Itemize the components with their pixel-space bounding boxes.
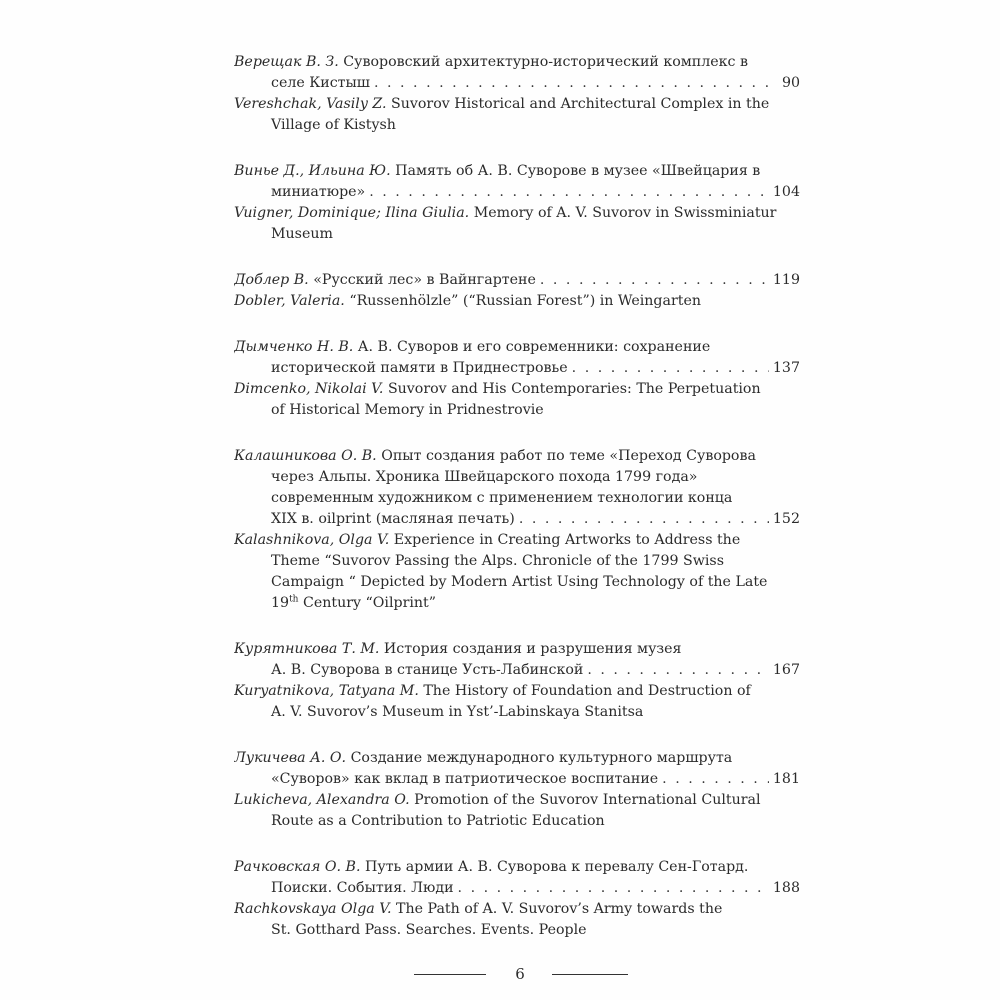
ru-line-2 (234, 467, 800, 488)
ru-author: Рачковская О. В. (234, 859, 361, 875)
table-of-contents (234, 52, 800, 941)
ru-title: А. В. Суворов и его современники: сохранение (357, 339, 711, 355)
en-line-1 (234, 899, 800, 920)
en-title: Memory of A. V. Suvorov in Swissminiatur (473, 205, 777, 221)
ru-line-1 (234, 857, 800, 878)
en-title: The History of Foundation and Destruction of (423, 683, 751, 699)
en-author: Kalashnikova, Olga V. (234, 532, 390, 548)
ru-line-leader (234, 769, 800, 790)
dot-leader (662, 769, 769, 790)
ru-title: «Русский лес» в Вайнгартене (313, 272, 536, 288)
toc-entry-lukicheva (234, 748, 800, 832)
ru-author: Дымченко Н. В. (234, 339, 354, 355)
en-author: Dobler, Valeria. (234, 293, 345, 309)
ru-line-leader (234, 358, 800, 379)
ru-title: Суворовский архитектурно-исторический комплекс в (343, 54, 748, 70)
en-title-continued: of Historical Memory in Pridnestrovie (271, 402, 544, 418)
dot-leader (374, 73, 778, 94)
en-line-2 (234, 702, 800, 723)
dot-leader (540, 270, 769, 291)
ru-title: Опыт создания работ по теме «Переход Суворова (381, 448, 756, 464)
ru-line-leader (234, 878, 800, 899)
footer-rule-right (552, 974, 628, 975)
en-line-2 (234, 811, 800, 832)
en-line-1 (234, 790, 800, 811)
en-title-continued: Century “Oilprint” (298, 595, 436, 611)
en-title: Experience in Creating Artworks to Address the (393, 532, 741, 548)
ru-title-continued: миниатюре» (271, 184, 366, 200)
ru-title: Создание международного культурного маршрута (350, 750, 733, 766)
footer-rule-left (414, 974, 486, 975)
toc-entry-kalashnikova (234, 446, 800, 614)
ru-title-continued: исторической памяти в Приднестровье (271, 360, 568, 376)
dot-leader (587, 660, 769, 681)
ru-author: Винье Д., Ильина Ю. (234, 163, 391, 179)
en-title-century: 19 (271, 595, 290, 611)
ru-line-leader (234, 73, 800, 94)
en-author: Kuryatnikova, Tatyana M. (234, 683, 419, 699)
toc-entry-kuryatnikova (234, 639, 800, 723)
en-title-continued: A. V. Suvorov’s Museum in Yst’-Labinskaya Stanitsa (271, 704, 644, 720)
en-line-2 (234, 115, 800, 136)
en-line-1 (234, 291, 800, 312)
dot-leader (519, 509, 769, 530)
ru-line-leader (234, 509, 800, 530)
ru-line-leader (234, 182, 800, 203)
en-author: Dimcenko, Nikolai V. (234, 381, 384, 397)
dot-leader (458, 878, 769, 899)
ru-line-leader (234, 270, 800, 291)
ru-line-1 (234, 446, 800, 467)
ru-author: Лукичева А. О. (234, 750, 347, 766)
en-title-continued: Museum (271, 226, 333, 242)
ru-author: Курятникова Т. М. (234, 641, 380, 657)
page-footer (0, 962, 1000, 986)
ru-title: Путь армии А. В. Суворова к перевалу Сен-Готард. (364, 859, 749, 875)
en-line-1 (234, 379, 800, 400)
ru-title-continued: Поиски. События. Люди (271, 880, 454, 896)
dot-leader (369, 182, 769, 203)
en-author: Lukicheva, Alexandra O. (234, 792, 410, 808)
page-number: 104 (772, 184, 800, 200)
ru-line-1 (234, 748, 800, 769)
page-number: 119 (772, 272, 800, 288)
page-number: 167 (772, 662, 800, 678)
en-line-1 (234, 203, 800, 224)
toc-entry-rachkovskaya (234, 857, 800, 941)
ru-title-continued: через Альпы. Хроника Швейцарского похода 1799 года» (271, 469, 698, 485)
en-line-1 (234, 94, 800, 115)
ru-line-1 (234, 639, 800, 660)
ru-title: Память об А. В. Суворове в музее «Швейцария в (395, 163, 761, 179)
ru-line-1 (234, 337, 800, 358)
en-line-2 (234, 551, 800, 572)
ru-title-continued: селе Кистыш (271, 75, 370, 91)
ru-author: Верещак В. З. (234, 54, 339, 70)
en-title: “Russenhölzle” (“Russian Forest”) in Weingarten (349, 293, 701, 309)
ru-title-continued: современным художником с применением технологии конца (271, 490, 733, 506)
toc-entry-dobler (234, 270, 800, 312)
superscript-th: th (289, 594, 299, 605)
toc-entry-vuigner (234, 161, 800, 245)
en-author: Vereshchak, Vasily Z. (234, 96, 387, 112)
ru-title-continued: А. В. Суворова в станице Усть-Лабинской (271, 662, 584, 678)
toc-entry-vereshchak (234, 52, 800, 136)
en-author: Vuigner, Dominique; Ilina Giulia. (234, 205, 470, 221)
page-number: 188 (772, 880, 800, 896)
ru-title-continued: «Суворов» как вклад в патриотическое воспитание (271, 771, 659, 787)
en-title: Promotion of the Suvorov International Cultural (414, 792, 761, 808)
toc-entry-dimcenko (234, 337, 800, 421)
footer-page-number: 6 (515, 965, 525, 983)
page-number: 137 (772, 360, 800, 376)
dot-leader (572, 358, 769, 379)
en-title-continued: Village of Kistysh (271, 117, 396, 133)
en-line-3 (234, 572, 800, 593)
en-line-2 (234, 224, 800, 245)
ru-title-continued: XIX в. oilprint (масляная печать) (271, 511, 515, 527)
ru-line-1 (234, 161, 800, 182)
page-number: 152 (772, 511, 800, 527)
en-title-continued: St. Gotthard Pass. Searches. Events. People (271, 922, 587, 938)
page-number: 90 (781, 75, 800, 91)
en-line-1 (234, 530, 800, 551)
en-title: Suvorov Historical and Architectural Complex in the (391, 96, 770, 112)
page-number: 181 (772, 771, 800, 787)
en-title-continued: Route as a Contribution to Patriotic Education (271, 813, 605, 829)
en-title-continued: Campaign “ Depicted by Modern Artist Using Technology of the Late (271, 574, 768, 590)
en-line-4 (234, 593, 800, 614)
ru-author: Калашникова О. В. (234, 448, 377, 464)
en-title: Suvorov and His Contemporaries: The Perpetuation (387, 381, 761, 397)
en-title: The Path of A. V. Suvorov’s Army towards the (396, 901, 723, 917)
en-line-2 (234, 400, 800, 421)
ru-line-3 (234, 488, 800, 509)
ru-line-1 (234, 52, 800, 73)
en-line-1 (234, 681, 800, 702)
en-author: Rachkovskaya Olga V. (234, 901, 392, 917)
ru-author: Доблер В. (234, 272, 309, 288)
en-line-2 (234, 920, 800, 941)
ru-line-leader (234, 660, 800, 681)
en-title-continued: Theme “Suvorov Passing the Alps. Chronicle of the 1799 Swiss (271, 553, 724, 569)
ru-title: История создания и разрушения музея (383, 641, 682, 657)
